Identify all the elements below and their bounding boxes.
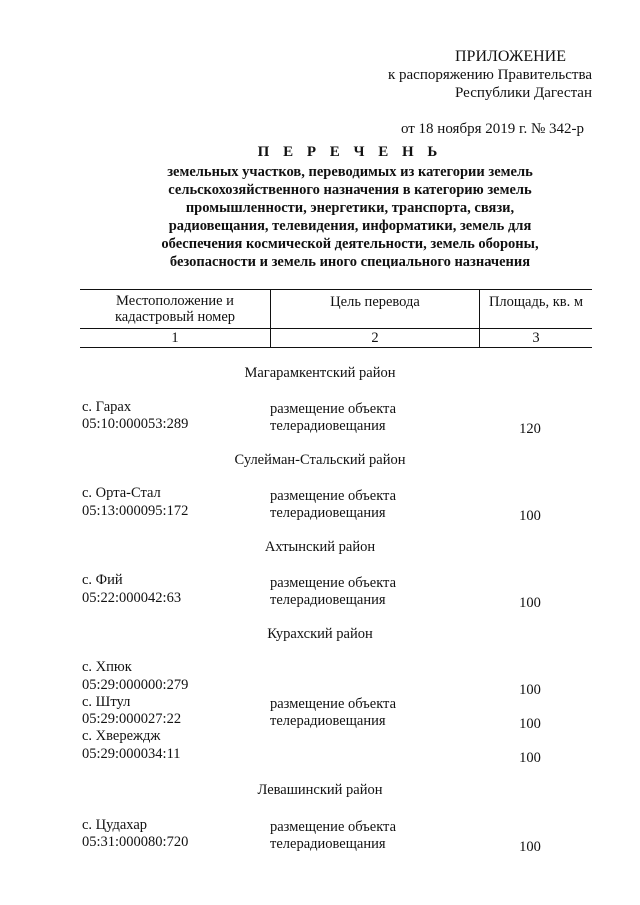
cadastral-number: 05:22:000042:63 [82, 590, 182, 606]
document-heading [60, 143, 640, 271]
village-name: с. Орта-Стал [82, 485, 161, 501]
purpose-line-2: телерадиовещания [270, 592, 386, 608]
cadastral-number: 05:31:000080:720 [82, 834, 189, 850]
cadastral-number: 05:29:000027:22 [82, 711, 182, 727]
area-value: 100 [519, 750, 541, 766]
area-value: 100 [519, 839, 541, 855]
purpose-line-2: телерадиовещания [270, 505, 386, 521]
header-row [80, 290, 592, 329]
heading-line: сельскохозяйственного назначения в категорию земель [168, 182, 532, 198]
village-name: с. Фий [82, 572, 123, 588]
district-name: Ахтынский район [264, 539, 376, 555]
purpose-line-1: размещение объекта [270, 696, 397, 712]
district-name: Сулейман-Стальский район [234, 452, 406, 468]
cadastral-number: 05:10:000053:289 [82, 416, 189, 432]
purpose-line-2: телерадиовещания [270, 836, 386, 852]
column-number: 1 [80, 329, 271, 347]
purpose-line-1: размещение объекта [270, 819, 397, 835]
village-name: с. Штул [82, 694, 131, 710]
appendix-header [388, 48, 592, 138]
area-value: 120 [519, 421, 541, 437]
column-header-area: Площадь, кв. м [488, 294, 584, 310]
purpose-line-1: размещение объекта [270, 401, 397, 417]
heading-line: обеспечения космической деятельности, земель обороны, [161, 236, 539, 252]
heading-line: промышленности, энергетики, транспорта, связи, [185, 200, 515, 216]
village-name: с. Хпюк [82, 659, 132, 675]
heading-line: безопасности и земель иного специального назначения [169, 254, 531, 270]
heading-line: земельных участков, переводимых из категории земель [167, 164, 533, 180]
area-value: 100 [519, 716, 541, 732]
village-name: с. Хвереждж [82, 728, 161, 744]
column-header-purpose: Цель перевода [271, 290, 480, 328]
column-header-location: Местоположение и кадастровый номер [80, 290, 271, 328]
appendix-line-2: Республики Дагестан [455, 85, 592, 101]
appendix-line-1: к распоряжению Правительства [387, 67, 592, 83]
column-number-row [80, 329, 592, 348]
purpose-line-2: телерадиовещания [270, 418, 386, 434]
village-name: с. Гарах [82, 399, 132, 415]
cadastral-number: 05:13:000095:172 [82, 503, 189, 519]
cadastral-number: 05:29:000034:11 [82, 746, 181, 762]
column-number: 3 [532, 330, 540, 346]
village-name: с. Цудахар [82, 817, 148, 833]
table-header [80, 289, 592, 348]
appendix-title: ПРИЛОЖЕНИЕ [454, 48, 566, 65]
heading-line: радиовещания, телевидения, информатики, земель для [168, 218, 532, 234]
heading-title: П Е Р Е Ч Е Н Ь [257, 144, 443, 160]
cadastral-number: 05:29:000000:279 [82, 677, 189, 693]
column-number: 2 [271, 329, 480, 347]
area-value: 100 [519, 508, 541, 524]
order-number: от 18 ноября 2019 г. № 342-р [400, 121, 584, 137]
district-name: Левашинский район [257, 782, 383, 798]
purpose-line-1: размещение объекта [270, 488, 397, 504]
area-value: 100 [519, 682, 541, 698]
district-name: Магарамкентский район [244, 365, 396, 381]
area-value: 100 [519, 595, 541, 611]
purpose-line-1: размещение объекта [270, 575, 397, 591]
district-name: Курахский район [267, 626, 373, 642]
purpose-line-2: телерадиовещания [270, 713, 386, 729]
